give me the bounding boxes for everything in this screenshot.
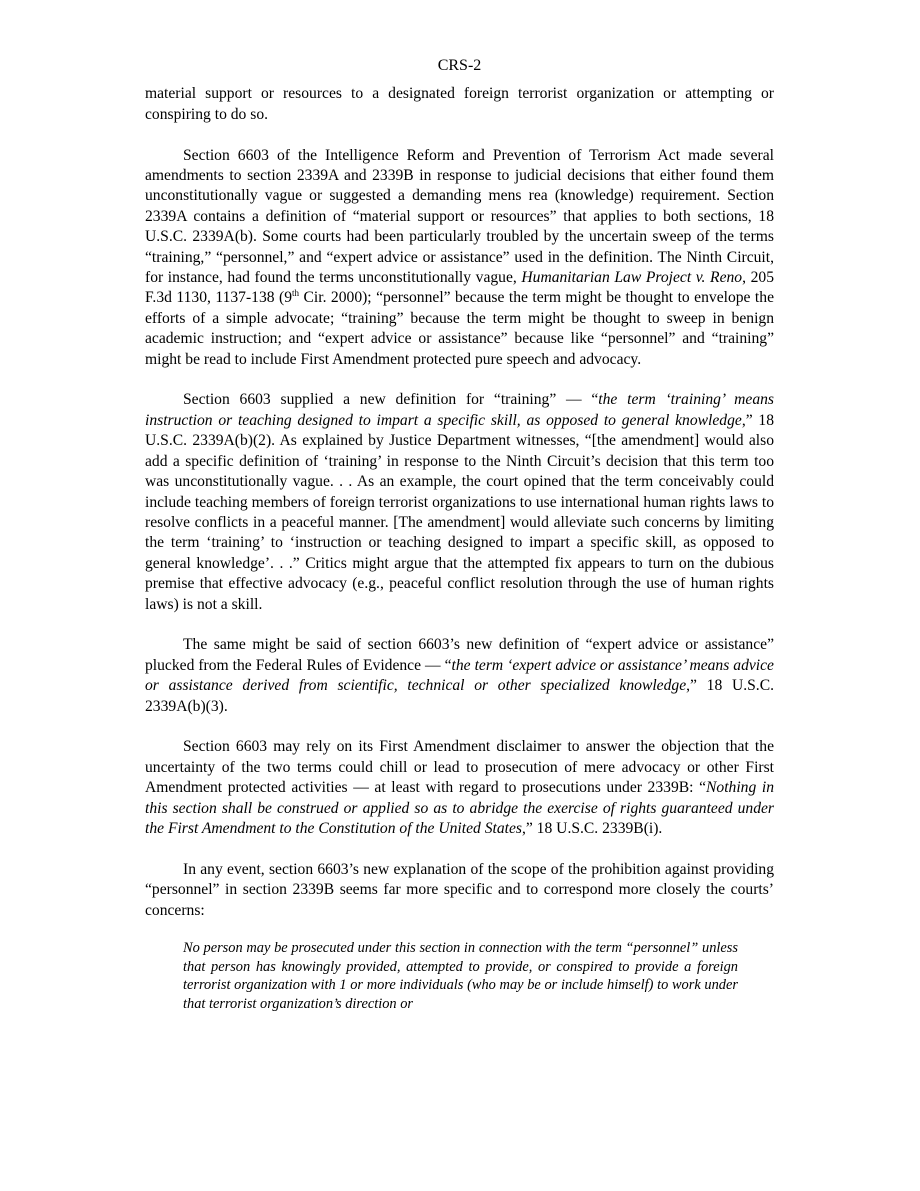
statutory-definition: the term ‘expert advice or assistance’ means advice or assistance derived from scientific, technical or other specialized knowledge xyxy=(145,656,774,695)
statutory-quote: Nothing in this section shall be construed or applied so as to abridge the exercise of rights guaranteed under the First Amendment to the Constitution of the United States xyxy=(145,779,775,837)
paragraph-text: The same might be said of section 6603’s new definition of “expert advice or assistance” plucked from the Federal Rules of Evidence — “ xyxy=(145,636,774,674)
paragraph-text: , 205 F.3d 1130, 1137-138 (9 xyxy=(145,269,774,307)
paragraph-expert-advice-definition xyxy=(145,635,774,717)
paragraph-text: Cir. 2000); “personnel” because the term might be thought to envelope the efforts of a simple advocate; “training” because the term might be thought to sweep in benign academic instruction; and “expert advice or assistance” because like “personnel” and “training” might be read to include First Amendment protected pure speech and advocacy. xyxy=(145,289,774,368)
paragraph-text: Section 6603 supplied a new definition for “training” — “ xyxy=(183,391,599,409)
superscript-ordinal: th xyxy=(292,288,300,299)
paragraph-continuation xyxy=(145,84,774,125)
paragraph-text: ,” 18 U.S.C. 2339A(b)(3). xyxy=(145,677,774,715)
paragraph-section-6603-amendments xyxy=(145,146,774,370)
paragraph-text: Section 6603 may rely on its First Amendment disclaimer to answer the objection that the uncertainty of the two terms could chill or lead to prosecution of mere advocacy or other First Amendment protected activities — at least with regard to prosecutions under 2339B: “ xyxy=(145,738,774,797)
paragraph-text: Section 6603 of the Intelligence Reform and Prevention of Terrorism Act made several amendments to section 2339A and 2339B in response to judicial decisions that either found them unconstitutionally vague or suggested a demanding mens rea (knowledge) requirement. Section 2339A contains a definition of “material support or resources” that applies to both sections, 18 U.S.C. 2339A(b). Some courts had been particularly troubled by the uncertain sweep of the terms “training,” “personnel,” and “expert advice or assistance” used in the definition. The Ninth Circuit, for instance, had found the terms unconstitutionally vague, xyxy=(145,146,774,287)
page-number-header: CRS-2 xyxy=(437,57,482,74)
paragraph-text: material support or resources to a designated foreign terrorist organization or attempting or conspiring to do so. xyxy=(145,85,774,123)
paragraph-text: ,” 18 U.S.C. 2339A(b)(2). As explained by Justice Department witnesses, “[the amendment] would also add a specific definition of ‘training’ in response to the Ninth Circuit’s decision that this term too was unconstitutionally vague. . . As an example, the court opined that the term conceivably could include teaching members of foreign terrorist organizations to use international human rights laws to resolve conflicts in a peaceful manner. [The amendment] would alleviate such concerns by limiting the term ‘training’ to ‘instruction or teaching designed to impart a specific skill, as opposed to general knowledge’. . .” Critics might argue that the attempted fix appears to turn on the dubious premise that effective advocacy (e.g., peaceful conflict resolution through the use of human rights laws) is not a skill. xyxy=(145,411,775,613)
statutory-definition: the term ‘training’ means instruction or teaching designed to impart a specific skill, as opposed to general knowledge xyxy=(145,391,774,429)
document-page xyxy=(145,0,774,1013)
paragraph-text: ,” 18 U.S.C. 2339B(i). xyxy=(521,819,663,837)
paragraph-first-amendment-disclaimer xyxy=(145,737,774,839)
paragraph-training-definition xyxy=(145,390,774,614)
paragraph-text: In any event, section 6603’s new explanation of the scope of the prohibition against providing “personnel” in section 2339B seems far more specific and to correspond more closely the courts’ concerns: xyxy=(145,860,774,919)
block-quote: No person may be prosecuted under this section in connection with the term “personnel” unless that person has knowingly provided, attempted to provide, or conspired to provide a foreign terrorist organization with 1 or more individuals (who may be or include himself) to work under that terrorist organization’s direction or xyxy=(183,939,738,1012)
case-citation: Humanitarian Law Project v. Reno xyxy=(521,269,743,287)
paragraph-personnel-scope xyxy=(145,860,774,921)
